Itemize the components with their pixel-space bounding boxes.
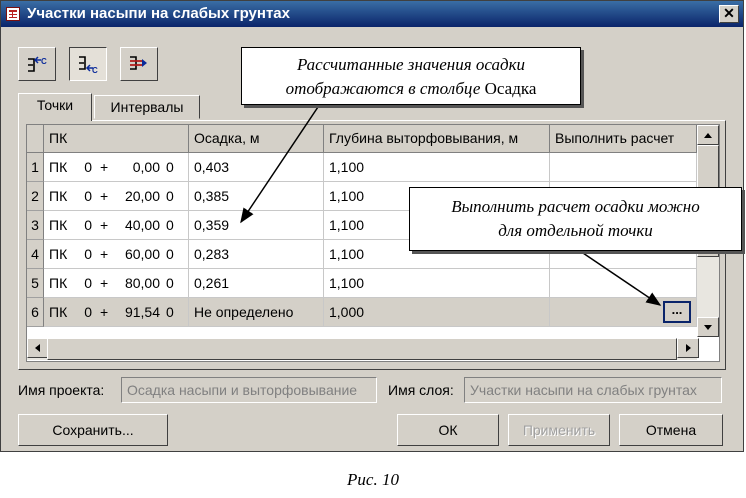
figure-caption: Рис. 10 <box>347 470 399 489</box>
table-cell-depth[interactable]: 1,100 <box>324 240 550 269</box>
cancel-button[interactable]: Отмена <box>619 414 723 446</box>
ok-button[interactable]: ОК <box>397 414 499 446</box>
row-header[interactable]: 5 <box>27 269 44 298</box>
pk-km: 0 <box>84 275 92 291</box>
apply-button[interactable]: Применить <box>508 414 610 446</box>
svg-text:C: C <box>92 66 98 74</box>
row-header[interactable]: 2 <box>27 182 44 211</box>
callout-osadka <box>241 47 581 105</box>
tab-intervals[interactable]: Интервалы <box>94 95 200 119</box>
pk-prefix: ПК <box>49 246 68 262</box>
row-header[interactable]: 6 <box>27 298 44 327</box>
pk-plus: + <box>100 188 109 204</box>
table-cell-depth[interactable]: 1,100 <box>324 182 550 211</box>
callout-calc-line2: для отдельной точки <box>498 221 653 240</box>
callout-calc-line1: Выполнить расчет осадки можно <box>451 197 700 216</box>
pk-offset: 0 <box>166 304 174 320</box>
pk-meters: 40,00 <box>124 217 160 233</box>
table-cell-osadka[interactable]: 0,283 <box>189 240 324 269</box>
pk-prefix: ПК <box>49 275 68 291</box>
pk-plus: + <box>100 246 109 262</box>
row-header[interactable]: 4 <box>27 240 44 269</box>
close-button[interactable]: ✕ <box>719 5 739 23</box>
pk-meters: 60,00 <box>124 246 160 262</box>
column-header-depth[interactable]: Глубина выторфовывания, м <box>324 125 550 153</box>
pk-plus: + <box>100 275 109 291</box>
pk-offset: 0 <box>166 275 174 291</box>
pk-plus: + <box>100 217 109 233</box>
table-cell-depth[interactable]: 1,100 <box>324 153 550 182</box>
pk-meters: 91,54 <box>124 304 160 320</box>
column-header-calculate[interactable]: Выполнить расчет <box>550 125 697 153</box>
table-cell-depth[interactable]: 1,100 <box>324 211 550 240</box>
table-cell-osadka[interactable]: 0,261 <box>189 269 324 298</box>
layer-name-label: Имя слоя: <box>388 382 454 398</box>
pk-offset: 0 <box>166 217 174 233</box>
pk-meters: 80,00 <box>124 275 160 291</box>
window-title: Участки насыпи на слабых грунтах <box>27 5 290 22</box>
table-cell-osadka[interactable]: Не определено <box>189 298 324 327</box>
row-header[interactable]: 3 <box>27 211 44 240</box>
callout-arrow-osadka <box>241 104 320 222</box>
pk-offset: 0 <box>166 188 174 204</box>
callout-osadka-line2 <box>242 77 580 101</box>
pk-offset: 0 <box>166 246 174 262</box>
pk-offset: 0 <box>166 159 174 175</box>
pk-plus: + <box>100 304 109 320</box>
table-cell-depth[interactable]: 1,100 <box>324 269 550 298</box>
pk-plus: + <box>100 159 109 175</box>
column-header-osadka[interactable]: Осадка, м <box>189 125 324 153</box>
column-header-pk[interactable]: ПК <box>44 125 189 153</box>
save-button[interactable]: Сохранить... <box>18 414 168 446</box>
pk-prefix: ПК <box>49 188 68 204</box>
table-cell-depth[interactable]: 1,000 <box>324 298 550 327</box>
callout-arrow-calc <box>580 251 660 305</box>
pk-km: 0 <box>84 188 92 204</box>
callout-osadka-line2-italic: отображаются в столбце <box>285 79 481 98</box>
row-header[interactable]: 1 <box>27 153 44 182</box>
callout-calc <box>409 187 742 251</box>
layer-name-field[interactable]: Участки насыпи на слабых грунтах <box>464 377 722 403</box>
table-cell-osadka[interactable]: 0,359 <box>189 211 324 240</box>
pk-prefix: ПК <box>49 159 68 175</box>
callout-osadka-line1: Рассчитанные значения осадки <box>296 55 526 74</box>
pk-km: 0 <box>84 304 92 320</box>
pk-km: 0 <box>84 246 92 262</box>
pk-meters: 20,00 <box>124 188 160 204</box>
calculate-point-button[interactable]: ... <box>663 301 691 323</box>
pk-prefix: ПК <box>49 304 68 320</box>
pk-km: 0 <box>84 217 92 233</box>
table-cell-osadka[interactable]: 0,385 <box>189 182 324 211</box>
pk-meters: 0,00 <box>132 159 160 175</box>
tab-points[interactable]: Точки <box>18 93 92 121</box>
project-name-label: Имя проекта: <box>18 382 105 398</box>
pk-prefix: ПК <box>49 217 68 233</box>
svg-text:C: C <box>41 57 47 66</box>
table-cell-osadka[interactable]: 0,403 <box>189 153 324 182</box>
callout-osadka-line2-word: Осадка <box>484 79 537 98</box>
pk-km: 0 <box>84 159 92 175</box>
project-name-field[interactable]: Осадка насыпи и выторфовывание <box>121 377 377 403</box>
